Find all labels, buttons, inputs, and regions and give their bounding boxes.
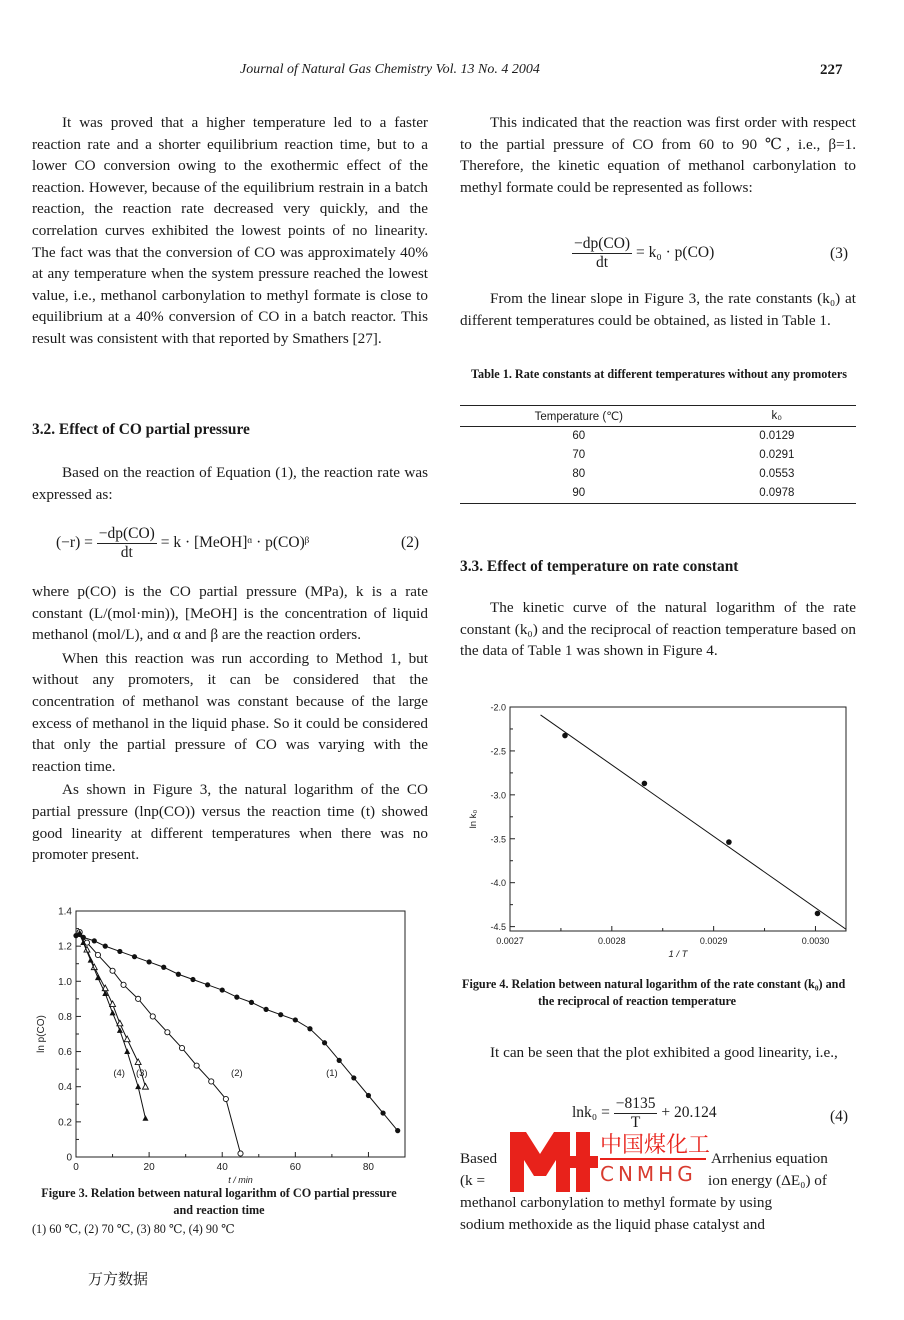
data-point — [815, 911, 821, 917]
data-point — [135, 1059, 141, 1065]
data-point — [117, 949, 122, 954]
numerator: −8135 — [615, 1095, 656, 1112]
plot-frame — [76, 911, 405, 1157]
equation-lhs: lnk₀ = — [572, 1104, 610, 1122]
y-tick-label: -3.0 — [490, 790, 506, 801]
data-point — [179, 1045, 184, 1050]
text-fragment: ion energy (ΔE₀) of — [708, 1172, 827, 1189]
cnmhg-watermark — [504, 1124, 712, 1196]
data-point — [103, 944, 108, 949]
paragraph: From the linear slope in Figure 3, the rate constants (k₀) at different temperatures could be obtained, as listed in Table 1. — [460, 290, 856, 329]
left-block-3 — [32, 581, 428, 866]
x-tick-label: 40 — [216, 1162, 228, 1173]
data-point — [263, 1007, 268, 1012]
y-tick-label: 1.4 — [58, 906, 72, 918]
figure-3-chart — [30, 905, 414, 1185]
data-point — [380, 1110, 385, 1115]
data-point — [124, 1048, 130, 1054]
equation-fraction — [572, 235, 632, 272]
footer-source: 万方数据 — [88, 1270, 149, 1288]
text-fragment: Arrhenius equation — [711, 1150, 828, 1167]
x-axis-label: 1 / T — [668, 949, 688, 960]
equation-rhs: = k · [MeOH]ᵅ · p(CO)ᵝ — [160, 534, 310, 552]
equation-3 — [572, 235, 714, 272]
y-tick-label: 0.6 — [58, 1047, 72, 1059]
equation-2 — [56, 525, 309, 562]
table-header-row — [460, 406, 856, 427]
table-row — [460, 427, 856, 447]
text-fragment: Based — [460, 1150, 498, 1167]
data-point — [726, 839, 732, 845]
table-cell: 60 — [572, 430, 586, 442]
data-point — [110, 1001, 116, 1007]
page-number: 227 — [820, 62, 843, 78]
paragraph: When this reaction was run according to Method 1, but without any promoters, it can be considered that the concentration of methanol was constant because of the large excess of methanol in the liquid phase. So it could be considered that only the partial pressure of CO was varying with the reaction time. — [32, 649, 428, 775]
data-point — [142, 1084, 148, 1090]
section-heading: 3.2. Effect of CO partial pressure — [32, 421, 250, 438]
table-row — [460, 446, 856, 465]
data-point — [249, 1000, 254, 1005]
denominator: dt — [120, 544, 133, 561]
data-point — [205, 982, 210, 987]
x-tick-label: 0 — [73, 1162, 79, 1173]
data-point — [136, 996, 141, 1001]
column-header: Temperature (℃) — [460, 406, 698, 427]
left-column — [32, 112, 428, 350]
section-heading: 3.3. Effect of temperature on rate constant — [460, 558, 739, 575]
x-tick-label: 60 — [289, 1162, 301, 1173]
right-block-3 — [460, 597, 856, 662]
data-point — [307, 1026, 312, 1031]
figure-4-caption — [462, 976, 856, 1010]
data-point — [132, 954, 137, 959]
data-point — [88, 957, 94, 963]
table-cell: 0.0978 — [698, 484, 856, 504]
equation-rhs: = k₀ · p(CO) — [635, 244, 715, 262]
x-axis-label: t / min — [228, 1175, 253, 1185]
equation-number: (4) — [830, 1108, 849, 1125]
series-annotation: (1) — [326, 1068, 338, 1080]
table-row — [460, 465, 856, 484]
table-cell: 80 — [572, 468, 586, 480]
data-point — [209, 1079, 214, 1084]
y-tick-label: -4.5 — [490, 922, 506, 933]
caption-text: Figure 3. Relation between natural logarithm of CO partial pressure and reaction time — [41, 1186, 397, 1217]
caption-text: Figure 4. Relation between natural logarithm of the rate constant (k₀) and the reciprocal of reaction temperature — [462, 977, 846, 1008]
data-point — [322, 1040, 327, 1045]
series-annotation: (2) — [231, 1068, 243, 1080]
data-point — [220, 987, 225, 992]
x-tick-label: 20 — [143, 1162, 155, 1173]
data-point — [190, 977, 195, 982]
y-tick-label: -2.0 — [490, 702, 506, 713]
y-tick-label: -3.5 — [490, 834, 506, 845]
data-point — [293, 1017, 298, 1022]
text-line: sodium methoxide as the liquid phase catalyst and — [460, 1216, 765, 1233]
equation-lhs: (−r) = — [56, 534, 93, 552]
running-header — [0, 62, 904, 82]
data-point — [223, 1096, 228, 1101]
right-column — [460, 112, 856, 198]
table-cell: 70 — [572, 449, 586, 461]
data-point — [238, 1151, 243, 1156]
watermark-latin: CNMHG — [600, 1162, 697, 1186]
figure-3-caption — [32, 1185, 428, 1219]
y-axis-label: ln k₀ — [468, 809, 479, 829]
series-line — [80, 932, 241, 1153]
right-block-4 — [460, 1042, 856, 1064]
right-block-2 — [460, 288, 856, 331]
x-tick-label: 0.0030 — [801, 936, 830, 946]
table-row — [460, 484, 856, 504]
data-point — [124, 1036, 130, 1042]
table-cell: 90 — [460, 484, 698, 504]
equation-number: (2) — [401, 534, 420, 551]
paragraph: where p(CO) is the CO partial pressure (MPa), k is a rate constant (L/(mol·min)), [MeOH] is the concentration of liquid methanol (mol/L), and α and β are the reaction orders. — [32, 583, 428, 644]
fit-line — [541, 715, 846, 929]
plot-frame — [510, 707, 846, 931]
data-point — [366, 1093, 371, 1098]
data-point — [337, 1058, 342, 1063]
y-tick-label: -2.5 — [490, 746, 506, 757]
equation-fraction — [97, 525, 157, 562]
y-tick-label: 1.0 — [58, 976, 72, 988]
data-point — [95, 952, 100, 957]
data-point — [165, 1030, 170, 1035]
paragraph: The kinetic curve of the natural logarithm of the rate constant (k₀) and the reciprocal of reaction temperature based on the data of Table 1 was shown in Figure 4. — [460, 599, 856, 660]
equation-number: (3) — [830, 245, 849, 262]
data-point — [110, 968, 115, 973]
denominator: dt — [596, 254, 609, 271]
y-tick-label: 0.2 — [58, 1117, 72, 1129]
series-annotation: (3) — [135, 1068, 148, 1080]
data-point — [135, 1084, 141, 1090]
left-block-2 — [32, 462, 428, 505]
x-tick-label: 0.0028 — [598, 936, 626, 946]
y-axis-label: ln p(CO) — [36, 1015, 47, 1053]
paragraph: As shown in Figure 3, the natural logarithm of the CO partial pressure (lnp(CO)) versus the reaction time (t) showed good linearity at different temperatures when there was no promoter present. — [32, 781, 428, 864]
table-1 — [460, 405, 856, 504]
data-point — [351, 1075, 356, 1080]
watermark-chinese: 中国煤化工 — [600, 1133, 711, 1158]
figure-4-chart — [462, 695, 854, 973]
data-point — [147, 959, 152, 964]
x-tick-label: 0.0029 — [699, 936, 728, 946]
table-cell: 0.0553 — [759, 468, 795, 480]
table-cell: 0.0291 — [759, 449, 795, 461]
data-point — [234, 995, 239, 1000]
numerator: −dp(CO) — [574, 235, 631, 252]
y-tick-label: 0.4 — [58, 1082, 72, 1094]
text-line: methanol carbonylation to methyl formate by using — [460, 1194, 773, 1211]
series-annotation: (4) — [113, 1068, 125, 1080]
data-point — [562, 733, 568, 739]
figure-3-legend-text: (1) 60 ℃, (2) 70 ℃, (3) 80 ℃, (4) 90 ℃ — [32, 1222, 235, 1236]
denominator: T — [630, 1114, 641, 1131]
x-tick-label: 0.0027 — [496, 936, 524, 946]
data-point — [121, 982, 126, 987]
y-tick-label: -4.0 — [490, 878, 506, 889]
data-point — [642, 781, 648, 787]
table-cell: 0.0129 — [759, 430, 795, 442]
data-point — [194, 1063, 199, 1068]
data-point — [142, 1115, 148, 1121]
paragraph: Based on the reaction of Equation (1), the reaction rate was expressed as: — [32, 464, 428, 503]
data-point — [92, 938, 97, 943]
cnmhg-logo-mark — [504, 1124, 600, 1196]
paragraph: It was proved that a higher temperature led to a faster reaction rate and a shorter equilibrium reaction time, but to a lower CO conversion owing to the exothermic effect of the reaction. However, because of the equilibrium restrain in a batch reaction, the reaction rate decreased very quickly, and the correlation curves exhibited the lowest points of no linearity. The fact was that the conversion of CO was approximately 40% at any temperature when the system pressure reached the lowest value, i.e., methanol carbonylation to methyl formate is close to equilibrium at a 40% conversion of CO in a batch reactor. This result was consistent with that reported by Smathers [27]. — [32, 114, 428, 347]
y-tick-label: 0 — [66, 1152, 72, 1164]
data-point — [176, 972, 181, 977]
x-tick-label: 80 — [362, 1162, 375, 1173]
paragraph: It can be seen that the plot exhibited a good linearity, i.e., — [490, 1044, 838, 1061]
journal-title: Journal of Natural Gas Chemistry Vol. 13 No. 4 2004 — [240, 62, 540, 77]
table-1-caption: Table 1. Rate constants at different temperatures without any promoters — [471, 367, 847, 381]
text-fragment: (k = — [460, 1172, 486, 1189]
paragraph: This indicated that the reaction was first order with respect to the partial pressure of CO from 60 to 90 ℃, i.e., β=1. Therefore, the kinetic equation of methanol carbonylation to methyl formate could be represented as follows: — [460, 114, 856, 196]
data-point — [150, 1014, 155, 1019]
y-tick-label: 1.2 — [58, 941, 72, 953]
data-point — [278, 1012, 283, 1017]
data-point — [395, 1128, 400, 1133]
y-tick-label: 0.8 — [58, 1011, 72, 1023]
equation-rhs: + 20.124 — [661, 1104, 717, 1122]
data-point — [161, 965, 166, 970]
watermark-divider — [600, 1158, 706, 1160]
numerator: −dp(CO) — [98, 525, 155, 542]
column-header: k₀ — [698, 406, 856, 427]
